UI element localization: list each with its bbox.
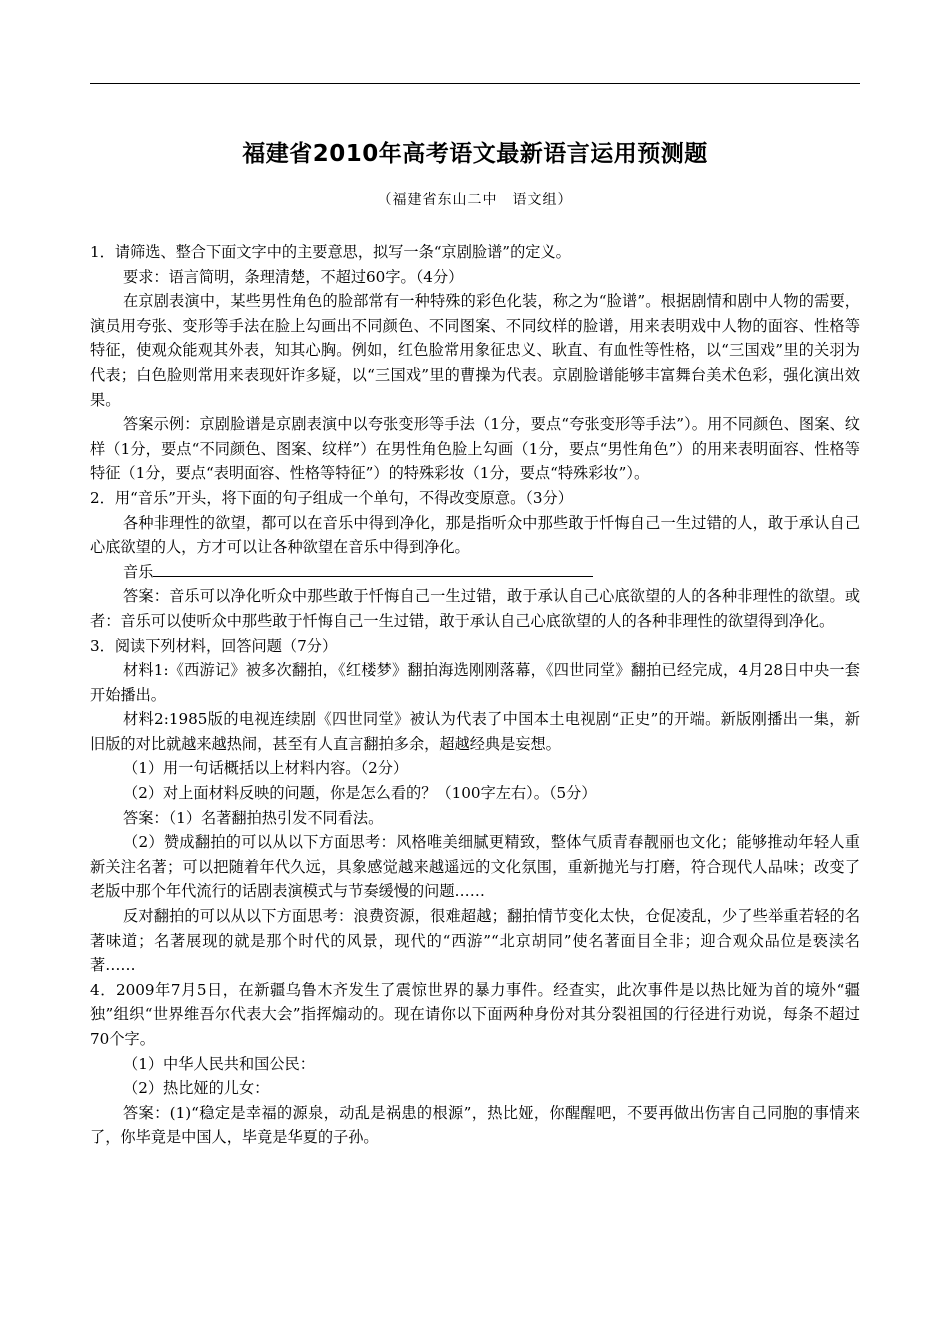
q1-requirement: 要求：语言简明，条理清楚，不超过60字。（4分） (123, 267, 464, 286)
q4-answer: 答案：(1)“稳定是幸福的源泉，动乱是祸患的根源”，热比娅，你醒醒吧，不要再做出伤害自己同胞的事情来了，你毕竟是中国人，毕竟是华夏的子孙。 (90, 1103, 860, 1147)
q2-answer-line (90, 560, 860, 585)
q2-answer: 答案：音乐可以净化听众中那些敢于忏悔自己一生过错，敢于承认自己心底欲望的人的各种非理性的欲望。或者：音乐可以使听众中那些敢于忏悔自己一生过错，敢于承认自己心底欲望的人的各种非理性的欲望得到净化。 (90, 587, 860, 630)
q2-blank-prefix: 音乐 (123, 562, 154, 581)
q3-prompt: 3．阅读下列材料，回答问题（7分） (90, 636, 338, 655)
q3-answer-1: 答案：（1）名著翻拍热引发不同看法。 (123, 808, 384, 827)
page-title: 福建省2010年高考语文最新语言运用预测题 (242, 141, 708, 167)
q1-prompt: 1．请筛选、整合下面文字中的主要意思，拟写一条“京剧脸谱”的定义。 (90, 243, 571, 261)
q3-answer-2: （2）赞成翻拍的可以从以下方面思考：风格唯美细腻更精致，整体气质青春靓丽也文化；能够推动年轻人重新关注名著；可以把随着年代久远，具象感觉越来越遥远的文化氛围，重新抛光与打磨，符合现代人品味；改变了老版中那个年代流行的话剧表演模式与节奏缓慢的问题…… (90, 833, 860, 901)
q4-subquestion-2: （2）热比娅的儿女： (123, 1079, 270, 1098)
q3-answer-3: 反对翻拍的可以从以下方面思考：浪费资源，很难超越；翻拍情节变化太快，仓促凌乱，少了些举重若轻的名著味道；名著展现的就是那个时代的风景，现代的“西游”“北京胡同”使名著面目全非；迎合观众品位是亵渎名著…… (90, 907, 860, 975)
q3-subquestion-2: （2）对上面材料反映的问题，你是怎么看的？（100字左右）。（5分） (123, 784, 597, 803)
q4-prompt: 4．2009年7月5日，在新疆乌鲁木齐发生了震惊世界的暴力事件。经查实，此次事件是以热比娅为首的境外“疆独”组织“世界维吾尔代表大会”指挥煽动的。现在请你以下面两种身份对其分裂祖国的行径进行劝说，每条不超过70个字。 (90, 980, 860, 1048)
q1-passage: 在京剧表演中，某些男性角色的脸部常有一种特殊的彩色化装，称之为“脸谱”。根据剧情和剧中人物的需要，演员用夸张、变形等手法在脸上勾画出不同颜色、不同图案、不同纹样的脸谱，用来表明戏中人物的面容、性格等特征，使观众能观其外表，知其心胸。例如，红色脸常用象征忠义、耿直、有血性等性格，以“三国戏”里的关羽为代表；白色脸则常用来表现奸诈多疑，以“三国戏”里的曹操为代表。京剧脸谱能够丰富舞台美术色彩，强化演出效果。 (90, 292, 860, 409)
q2-answer-blank[interactable] (153, 561, 593, 577)
q2-prompt: 2．用“音乐”开头，将下面的句子组成一个单句，不得改变原意。（3分） (90, 488, 573, 507)
q3-material-1: 材料1:《西游记》被多次翻拍，《红楼梦》翻拍海选刚刚落幕，《四世同堂》翻拍已经完成，4月28日中央一套开始播出。 (90, 661, 860, 704)
header-rule (90, 83, 860, 84)
q2-passage: 各种非理性的欲望，都可以在音乐中得到净化，那是指听众中那些敢于忏悔自己一生过错的人，敢于承认自己心底欲望的人，方才可以让各种欲望在音乐中得到净化。 (90, 513, 860, 557)
q3-material-2: 材料2:1985版的电视连续剧《四世同堂》被认为代表了中国本土电视剧“正史”的开端。新版刚播出一集，新旧版的对比就越来越热闹，甚至有人直言翻拍多余，超越经典是妄想。 (90, 710, 860, 753)
q3-subquestion-1: （1）用一句话概括以上材料内容。（2分） (123, 759, 409, 778)
q1-answer: 答案示例：京剧脸谱是京剧表演中以夸张变形等手法（1分，要点“夸张变形等手法”）。用不同颜色、图案、纹样（1分，要点“不同颜色、图案、纹样”）在男性角色脸上勾画（1分，要点“男性角色”）的用来表明面容、性格等特征（1分，要点“表明面容、性格等特征”）的特殊彩妆（1分，要点“特殊彩妆”）。 (90, 415, 860, 483)
document-body (90, 240, 860, 1150)
q4-subquestion-1: （1）中华人民共和国公民： (123, 1054, 315, 1073)
page-subtitle: （福建省东山二中 语文组） (377, 192, 573, 208)
